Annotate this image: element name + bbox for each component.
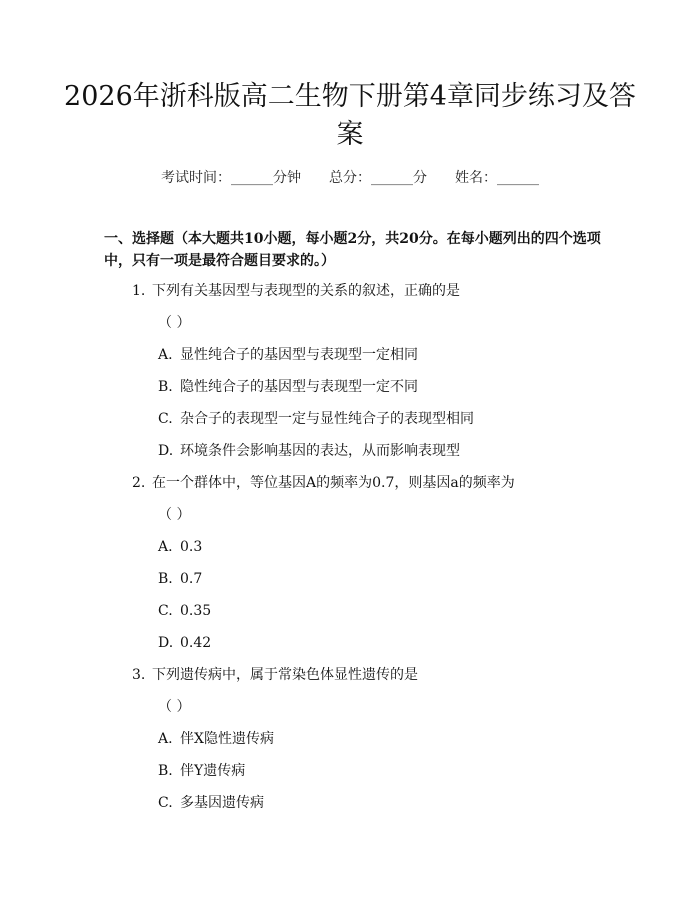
option-letter: C.: [158, 795, 173, 811]
option-letter: A.: [158, 347, 173, 363]
question-stem: 下列有关基因型与表现型的关系的叙述，正确的是: [152, 283, 460, 299]
question-3: [132, 665, 602, 685]
option-letter: D.: [158, 635, 174, 651]
option-d: [158, 441, 598, 461]
option-a: [158, 345, 598, 365]
option-text: 0.42: [180, 635, 212, 651]
question-stem: 下列遗传病中，属于常染色体显性遗传的是: [152, 667, 418, 683]
option-text: 显性纯合子的基因型与表现型一定相同: [180, 347, 418, 363]
option-letter: B.: [158, 763, 173, 779]
option-letter: B.: [158, 571, 173, 587]
option-c: [158, 793, 598, 813]
document-title: 2026年浙科版高二生物下册第4章同步练习及答案: [64, 81, 636, 150]
option-b: [158, 761, 598, 781]
option-d: [158, 633, 598, 653]
question-number: 2.: [132, 475, 146, 491]
option-text: 0.7: [180, 571, 203, 587]
option-letter: A.: [158, 731, 173, 747]
question-stem: 在一个群体中，等位基因A的频率为0.7，则基因a的频率为: [152, 475, 515, 491]
option-b: [158, 569, 598, 589]
answer-blank: （ ）: [158, 699, 191, 715]
option-text: 杂合子的表现型一定与显性纯合子的表现型相同: [180, 411, 474, 427]
question-number: 3.: [132, 667, 146, 683]
option-letter: C.: [158, 603, 173, 619]
exam-info: [0, 168, 700, 188]
option-text: 多基因遗传病: [180, 795, 264, 811]
option-letter: C.: [158, 411, 173, 427]
question-2: [132, 473, 602, 493]
option-text: 0.35: [180, 603, 212, 619]
option-c: [158, 409, 598, 429]
option-text: 0.3: [180, 539, 203, 555]
question-number: 1.: [132, 283, 146, 299]
option-letter: B.: [158, 379, 173, 395]
option-b: [158, 377, 598, 397]
answer-blank: （ ）: [158, 315, 191, 331]
option-text: 隐性纯合子的基因型与表现型一定不同: [180, 379, 418, 395]
option-a: [158, 537, 598, 557]
question-1: [132, 281, 602, 301]
option-letter: A.: [158, 539, 173, 555]
option-a: [158, 729, 598, 749]
option-text: 伴Y遗传病: [180, 763, 246, 779]
option-text: 环境条件会影响基因的表达，从而影响表现型: [180, 443, 460, 459]
exam-time-label: 考试时间：______分钟: [161, 170, 301, 186]
option-c: [158, 601, 598, 621]
answer-blank: （ ）: [158, 507, 191, 523]
student-name-label: 姓名：______: [455, 170, 539, 186]
section-heading: 一、选择题（本大题共10小题，每小题2分，共20分。在每小题列出的四个选项中，只有一项是最符合题目要求的。）: [104, 231, 601, 269]
total-score-label: 总分：______分: [329, 170, 427, 186]
option-text: 伴X隐性遗传病: [180, 731, 274, 747]
option-letter: D.: [158, 443, 174, 459]
